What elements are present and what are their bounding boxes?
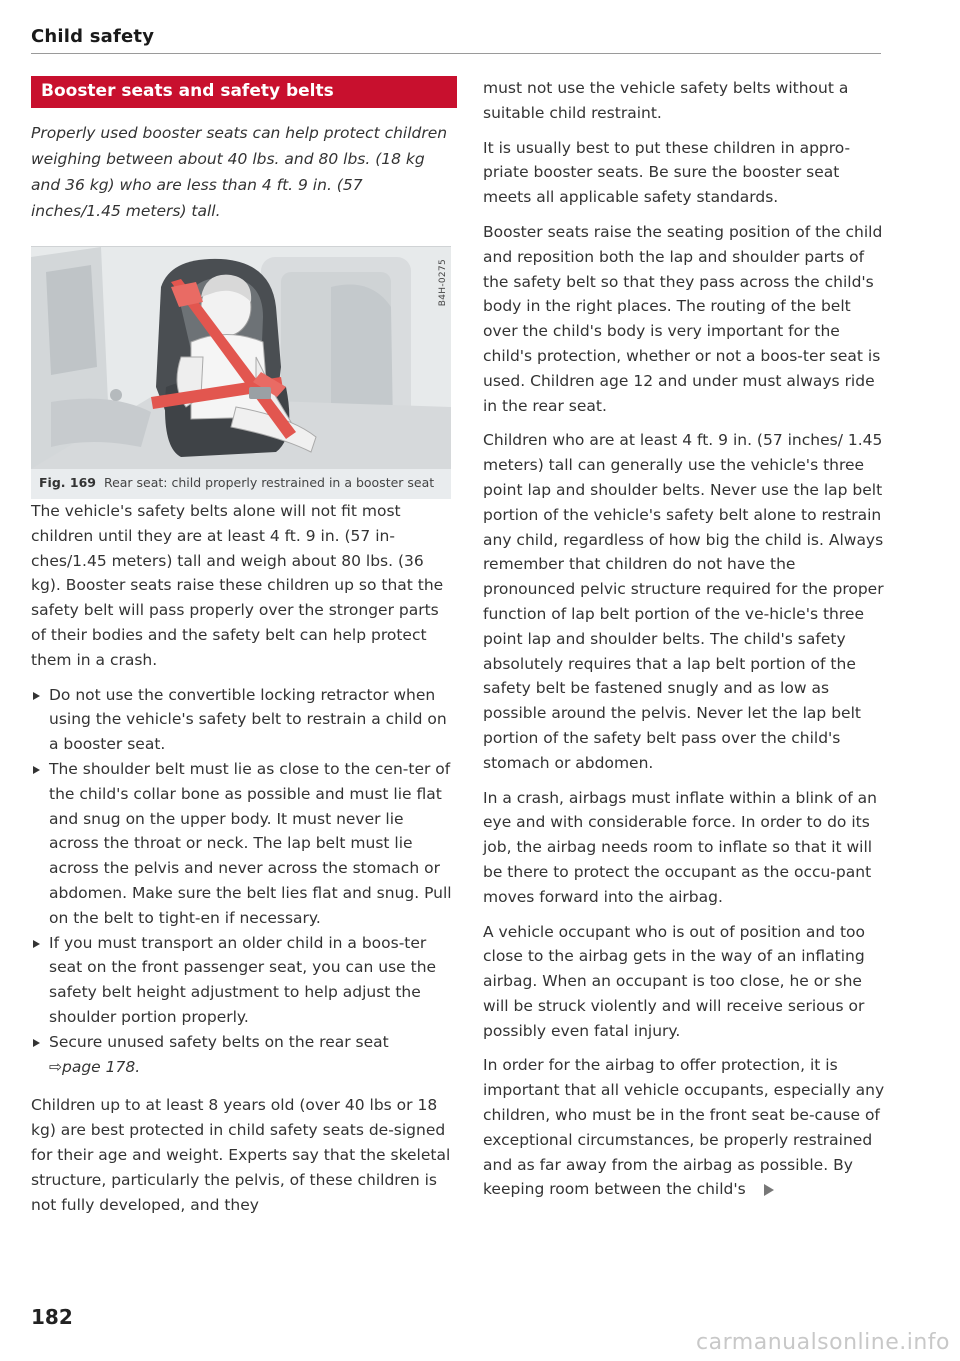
bullet-triangle-icon xyxy=(33,940,40,948)
bullet-item xyxy=(31,757,457,931)
bullet-triangle-icon xyxy=(33,692,40,700)
paragraph: Children up to at least 8 years old (over 40 lbs or 18 kg) are best protected in child safety seats de-signed for their age and weight. Experts say that the skeletal structure, particularly the pelvis, of these children is not fully developed, and they xyxy=(31,1096,451,1214)
paragraph: The vehicle's safety belts alone will not fit most children until they are at least 4 ft. 9 in. (57 in-ches/1.45 meters) tall and weigh about 80 lbs. (36 kg). Booster seats raise these children up so that the safety belt will pass properly over the stronger parts of their bodies and the safety belt can help protect them in a crash. xyxy=(31,502,444,669)
bullet-item xyxy=(31,931,457,1030)
bullet-text: The shoulder belt must lie as close to the cen-ter of the child's collar bone as possible and must lie flat and snug on the upper body. It must never lie across the throat or neck. The lap belt must lie across the pelvis and never across the stomach or abdomen. Make sure the belt lies flat and snug. Pull on the belt to tight-en if necessary. xyxy=(49,759,452,927)
paragraph: In a crash, airbags must inflate within a blink of an eye and with considerable force. In order to do its job, the airbag needs room to inflate so that it will be there to protect the occupant as the occu-pant moves forward into the airbag. xyxy=(483,788,877,906)
paragraph: Children who are at least 4 ft. 9 in. (57 inches/ 1.45 meters) tall can generally use the vehicle's three point lap and shoulder belts. Never use the lap belt portion of the vehicle's safety belt alone to restrain any child, regardless of how big the child is. Always remember that children do not have the pronounced pelvic structure required for the proper function of lap belt portion of the ve-hicle's three point lap and shoulder belts. The child's safety absolutely requires that a lap belt portion of the safety belt be fastened snugly and as low as possible around the pelvis. Never let the lap belt portion of the safety belt pass over the child's stomach or abdomen. xyxy=(483,431,884,772)
page-number: 182 xyxy=(31,1305,73,1329)
watermark: carmanualsonline.info xyxy=(696,1330,950,1355)
paragraph: Booster seats raise the seating position of the child and reposition both the lap and shoulder parts of the safety belt so that they pass across the child's body in the right places. The routing of the belt over the child's body is very important for the child's protection, whether or not a boos-ter seat is used. Children age 12 and under must always ride in the rear seat. xyxy=(483,222,883,415)
left-column xyxy=(31,76,457,1227)
booster-seat-illustration xyxy=(31,247,451,469)
figure-caption xyxy=(31,469,451,499)
paragraph: A vehicle occupant who is out of position and too close to the airbag gets in the way of an inflating airbag. When an occupant is too close, he or she will be struck violently and will receive serious or possibly even fatal injury. xyxy=(483,922,866,1040)
bullet-text: Do not use the convertible locking retractor when using the vehicle's safety belt to restrain a child on a booster seat. xyxy=(49,685,447,754)
paragraph: must not use the vehicle safety belts without a suitable child restraint. xyxy=(483,79,849,122)
continue-arrow-icon xyxy=(764,1184,774,1196)
paragraph-last xyxy=(483,1053,887,1202)
topic-title: Booster seats and safety belts xyxy=(31,76,457,108)
bullet-triangle-icon xyxy=(33,766,40,774)
bullet-text: If you must transport an older child in a boos-ter seat on the front passenger seat, you can use the safety belt height adjustment to help adjust the shoulder portion properly. xyxy=(49,933,437,1026)
bullet-item xyxy=(31,1030,457,1080)
paragraph: It is usually best to put these children in appro-priate booster seats. Be sure the booster seat meets all applicable safety standards. xyxy=(483,138,851,207)
right-column xyxy=(483,76,887,1212)
figure-label: Fig. 169 xyxy=(39,475,96,490)
figure-code: B4H-0275 xyxy=(438,259,448,307)
page-reference-link[interactable]: ⇨page 178. xyxy=(49,1057,141,1076)
figure-caption-text: Rear seat: child properly restrained in a booster seat xyxy=(103,475,435,490)
bullet-list xyxy=(31,683,457,1080)
bullet-text: Secure unused safety belts on the rear seat xyxy=(49,1032,389,1051)
bullet-triangle-icon xyxy=(33,1039,40,1047)
bullet-item xyxy=(31,683,457,757)
paragraph-text: In order for the airbag to offer protection, it is important that all vehicle occupants, especially any children, who must be in the front seat be-cause of exceptional circumstances, be properly restrained and as far away from the airbag as possible. By keeping room between the child's xyxy=(483,1056,885,1199)
topic-intro: Properly used booster seats can help protect children weighing between about 40 lbs. and 80 lbs. (18 kg and 36 kg) who are less than 4 ft. 9 in. (57 inches/1.45 meters) tall. xyxy=(31,124,448,220)
section-header: Child safety xyxy=(31,26,155,47)
figure-booster-seat xyxy=(31,246,451,469)
header-rule xyxy=(31,53,881,54)
